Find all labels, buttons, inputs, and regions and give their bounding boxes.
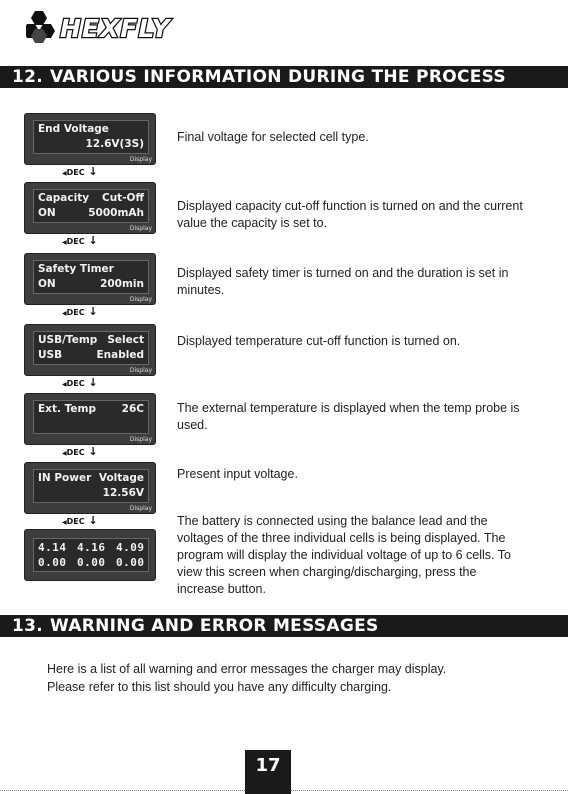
cell-voltage: 4.09 (116, 541, 145, 554)
dec-arrow (62, 376, 98, 389)
display-tag: Display (129, 296, 152, 303)
lcd-screen (33, 260, 149, 294)
lcd-display (24, 462, 156, 514)
down-arrow-icon: ↓ (84, 165, 98, 178)
section-number: 12. (12, 67, 44, 87)
footer-divider (0, 788, 245, 791)
dec-label: DEC (66, 168, 85, 177)
dec-arrow (62, 305, 98, 318)
lcd-text: ON (38, 207, 56, 219)
down-arrow-icon: ↓ (84, 234, 98, 247)
display-tag: Display (129, 225, 152, 232)
lcd-display (24, 113, 156, 165)
section-number: 13. (12, 616, 44, 636)
lcd-text: USB/Temp (38, 334, 98, 346)
cells-description: The battery is connected using the balance lead and the voltages of the three individual cells is being displayed. The program will display the individual voltage of up to 6 cells. To view this screen when charging/discharging, press the increase button. (177, 514, 511, 596)
intro-paragraph (47, 660, 446, 696)
cell-voltage: 0.00 (77, 556, 106, 569)
lcd-text: 12.56V (102, 487, 144, 499)
lcd-screen (33, 120, 149, 154)
cell-voltage: 0.00 (38, 556, 67, 569)
lcd-text: Select (107, 334, 144, 346)
left-triangle-icon: ◀ (62, 239, 67, 246)
dec-arrow (62, 514, 98, 527)
cell-voltage: 4.14 (38, 541, 67, 554)
logo-text: HEXFLY (60, 14, 171, 43)
left-triangle-icon: ◀ (62, 310, 67, 317)
lcd-text: End Voltage (38, 123, 109, 135)
lcd-screen (33, 189, 149, 223)
dec-label: DEC (66, 379, 85, 388)
footer-divider (291, 788, 568, 791)
left-triangle-icon: ◀ (62, 381, 67, 388)
display-tag: Display (129, 436, 152, 443)
screen-description: The external temperature is displayed when the temp probe is used. (177, 401, 520, 432)
lcd-text: 12.6V(3S) (85, 138, 144, 150)
down-arrow-icon: ↓ (84, 305, 98, 318)
cell-voltage-display (24, 529, 156, 581)
down-arrow-icon: ↓ (84, 376, 98, 389)
dec-label: DEC (66, 237, 85, 246)
lcd-text: Cut-Off (102, 192, 144, 204)
intro-line: Please refer to this list should you have any difficulty charging. (47, 680, 392, 694)
left-triangle-icon: ◀ (62, 519, 67, 526)
lcd-screen (33, 469, 149, 503)
down-arrow-icon: ↓ (84, 445, 98, 458)
dec-arrow (62, 445, 98, 458)
lcd-display (24, 393, 156, 445)
section-13-header (0, 615, 568, 637)
left-triangle-icon: ◀ (62, 450, 67, 457)
screen-description: Displayed temperature cut-off function is turned on. (177, 334, 461, 348)
lcd-text: 200min (100, 278, 144, 290)
down-arrow-icon: ↓ (84, 514, 98, 527)
display-tag: Display (129, 505, 152, 512)
lcd-screen (33, 331, 149, 365)
lcd-text: 26C (121, 403, 144, 415)
lcd-text: Enabled (96, 349, 144, 361)
page-number: 17 (245, 750, 291, 794)
screen-description: Present input voltage. (177, 467, 298, 481)
intro-line: Here is a list of all warning and error messages the charger may display. (47, 662, 447, 676)
screen-description: Displayed safety timer is turned on and the duration is set in minutes. (177, 266, 509, 297)
lcd-text: Ext. Temp (38, 403, 96, 415)
lcd-text: Safety Timer (38, 263, 114, 275)
lcd-display (24, 182, 156, 234)
cell-voltage: 4.16 (77, 541, 106, 554)
lcd-screen (33, 538, 149, 572)
section-12-header (0, 66, 568, 88)
dec-label: DEC (66, 517, 85, 526)
lcd-text: 5000mAh (88, 207, 144, 219)
dec-label: DEC (66, 448, 85, 457)
cell-voltage: 0.00 (116, 556, 145, 569)
lcd-screen (33, 400, 149, 434)
screen-description: Final voltage for selected cell type. (177, 130, 369, 144)
lcd-display (24, 324, 156, 376)
display-tag: Display (129, 156, 152, 163)
lcd-text: Capacity (38, 192, 90, 204)
dec-arrow (62, 165, 98, 178)
lcd-text: IN Power (38, 472, 92, 484)
lcd-text: Voltage (98, 472, 144, 484)
lcd-text: ON (38, 278, 56, 290)
section-title: VARIOUS INFORMATION DURING THE PROCESS (50, 67, 506, 87)
dec-label: DEC (66, 308, 85, 317)
left-triangle-icon: ◀ (62, 170, 67, 177)
dec-arrow (62, 234, 98, 247)
display-tag: Display (129, 367, 152, 374)
lcd-display (24, 253, 156, 305)
hexfly-logo (26, 10, 196, 44)
screen-description: Displayed capacity cut-off function is turned on and the current value the capacity is set to. (177, 199, 523, 230)
section-title: WARNING AND ERROR MESSAGES (50, 616, 379, 636)
lcd-text: USB (38, 349, 63, 361)
